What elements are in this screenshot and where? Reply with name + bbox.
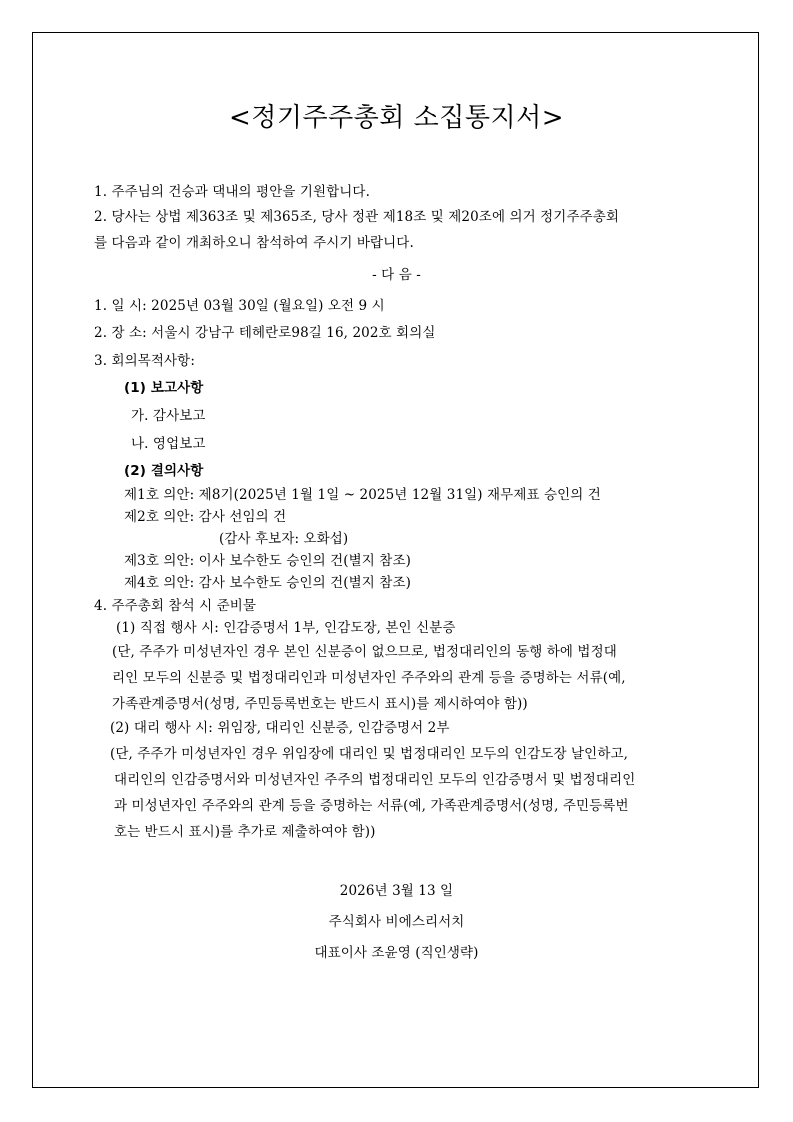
direct-exercise-note-line: (단, 주주가 미성년자인 경우 본인 신분증이 없으므로, 법정대리인의 동행 하에 법정대 [112, 644, 617, 660]
meeting-date: 1. 일 시: 2025년 03월 30일 (월요일) 오전 9 시 [94, 298, 385, 314]
notice-date: 2026년 3월 13 일 [339, 883, 454, 899]
proxy-exercise-heading: (2) 대리 행사 시: 위임장, 대리인 신분증, 인감증명서 2부 [110, 720, 450, 736]
report-item: 나. 영업보고 [131, 436, 206, 452]
resolution-item-2: 제2호 의안: 감사 선임의 건 [124, 509, 287, 525]
proxy-exercise-note-line: (단, 주주가 미성년자인 경우 위임장에 대리인 및 법정대리인 모두의 인감도장 날인하고, [110, 746, 628, 762]
resolution-item-3: 제3호 의안: 이사 보수한도 승인의 건(별지 참조) [124, 553, 411, 569]
direct-exercise-note-line: 가족관계증명서(성명, 주민등록번호는 반드시 표시)를 제시하여야 함)) [112, 696, 528, 712]
ceo-signature: 대표이사 조윤영 (직인생략) [314, 945, 479, 961]
company-name: 주식회사 비에스리서치 [328, 914, 465, 930]
proxy-exercise-note-line: 호는 반드시 표시)를 추가로 제출하여야 함)) [114, 824, 376, 840]
intro-paragraph-2-line-1: 2. 당사는 상법 제363조 및 제365조, 당사 정관 제18조 및 제20조에 의거 정기주주총회 [94, 209, 620, 225]
preparation-heading: 4. 주주총회 참석 시 준비물 [94, 598, 257, 614]
proxy-exercise-note-line: 대리인의 인감증명서와 미성년자인 주주의 법정대리인 모두의 인감증명서 및 법정대리인 [114, 772, 636, 788]
report-item: 가. 감사보고 [131, 408, 206, 424]
intro-paragraph-2-line-2: 를 다음과 같이 개최하오니 참석하여 주시기 바랍니다. [94, 235, 414, 251]
report-heading: (1) 보고사항 [124, 380, 204, 396]
direct-exercise-heading: (1) 직접 행사 시: 인감증명서 1부, 인감도장, 본인 신분증 [116, 620, 456, 636]
resolution-item-4: 제4호 의안: 감사 보수한도 승인의 건(별지 참조) [124, 575, 411, 591]
resolution-item-1: 제1호 의안: 제8기(2025년 1월 1일 ~ 2025년 12월 31일) 재무제표 승인의 건 [124, 487, 601, 503]
direct-exercise-note-line: 리인 모두의 신분증 및 법정대리인과 미성년자인 주주와의 관계 등을 증명하는 서류(예, [112, 670, 626, 686]
proxy-exercise-note-line: 과 미성년자인 주주와의 관계 등을 증명하는 서류(예, 가족관계증명서(성명, 주민등록번 [114, 798, 629, 814]
document-title: <정기주주총회 소집통지서> [228, 103, 565, 133]
intro-paragraph-1: 1. 주주님의 건승과 댁내의 평안을 기원합니다. [94, 184, 370, 200]
resolution-heading: (2) 결의사항 [124, 463, 204, 479]
resolution-item-2-note: (감사 후보자: 오화섭) [219, 531, 349, 547]
agenda-heading: 3. 회의목적사항: [94, 353, 195, 369]
meeting-place: 2. 장 소: 서울시 강남구 테헤란로98길 16, 202호 회의실 [94, 325, 436, 341]
dividing-label: - 다 음 - [372, 267, 421, 283]
